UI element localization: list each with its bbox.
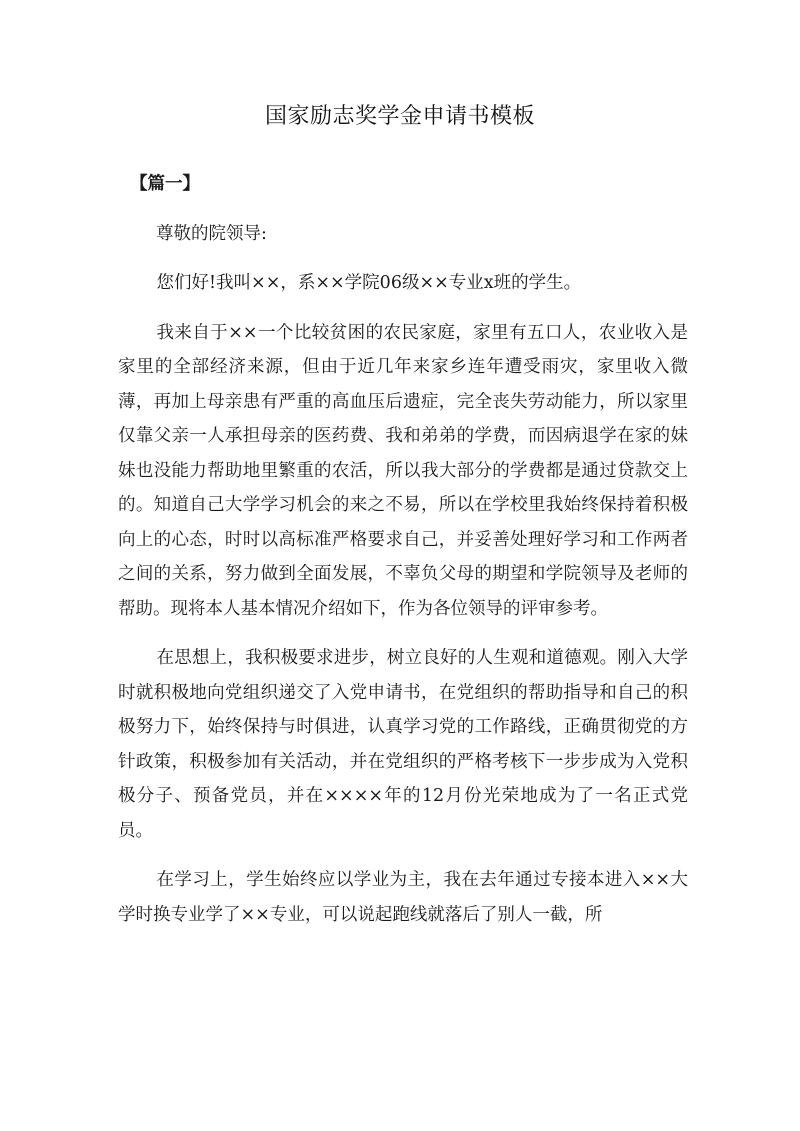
salutation: 尊敬的院领导: [156,223,267,244]
paragraph-intro: 您们好!我叫××，系××学院06级××专业x班的学生。 [156,273,582,293]
paragraph-ideology: 在思想上，我积极要求进步，树立良好的人生观和道德观。刚入大学时就积极地向党组织递交了入党申请书，在党组织的帮助指导和自己的积极努力下，始终保持与时俱进，认真学习党的工作路线，正确贯彻党的方针政策，积极参加有关活动，并在党组织的严格考核下一步步成为入党积极分子、预备党员，并在××××年的12月份光荣地成为了一名正式党员。 [118,648,688,841]
paragraph-background: 我来自于××一个比较贫困的农民家庭，家里有五口人，农业收入是家里的全部经济来源，但由于近几年来家乡连年遭受雨灾，家里收入微薄，再加上母亲患有严重的高血压后遗症，完全丧失劳动能力，所以家里仅靠父亲一人承担母亲的医药费、我和弟弟的学费，而因病退学在家的妹妹也没能力帮助地里繁重的农活，所以我大部分的学费都是通过贷款交上的。知道自己大学学习机会的来之不易，所以在学校里我始终保持着积极向上的心态，时时以高标准严格要求自己，并妥善处理好学习和工作两者之间的关系，努力做到全面发展，不辜负父母的期望和学院领导及老师的帮助。现将本人基本情况介绍如下，作为各位领导的评审参考。 [118,322,688,619]
paragraph-study: 在学习上，学生始终应以学业为主，我在去年通过专接本进入××大学时换专业学了××专业，可以说起跑线就落后了别人一截，所 [118,870,688,925]
document-body [118,167,688,947]
document-title: 国家励志奖学金申请书模板 [264,104,535,129]
section-label: 【篇一】 [130,174,200,194]
